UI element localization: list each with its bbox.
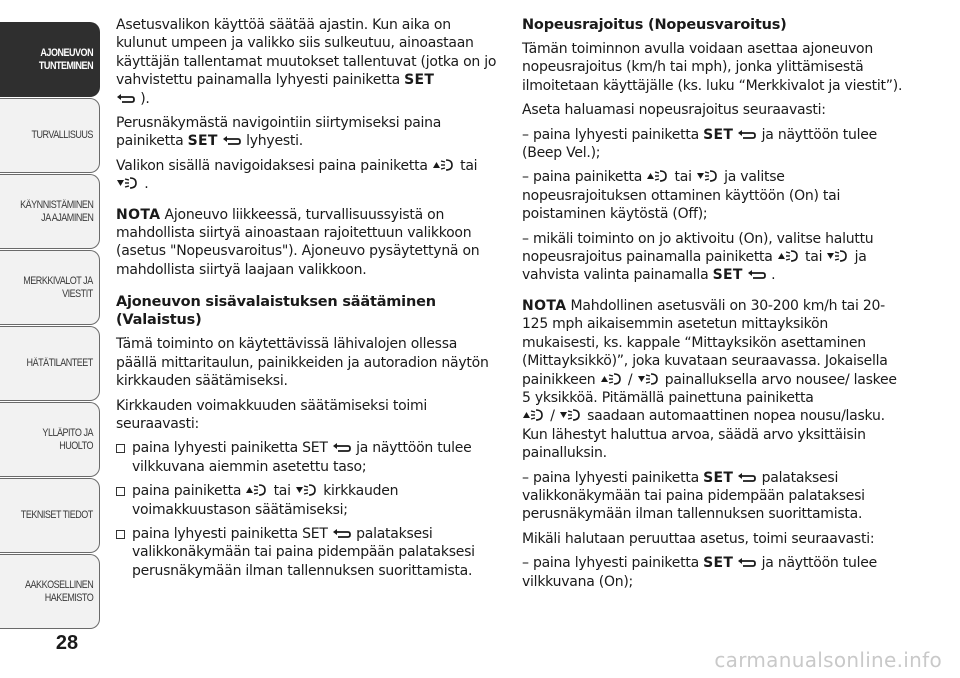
set-return-arrow-icon — [737, 557, 757, 569]
up-sun-icon — [245, 483, 269, 497]
down-sun-icon — [826, 249, 850, 263]
tab-label: AJONEUVON TUNTEMINEN — [38, 46, 93, 72]
step-select-limit: – mikäli toiminto on jo aktivoitu (On), valitse haluttu nopeusrajoitus painamalla painiketta tai ja vahvista valinta painamalla SET . — [522, 230, 874, 284]
note-label: NOTA — [116, 206, 161, 223]
tab-label: TURVALLISUUS — [31, 129, 93, 141]
set-label: SET — [712, 267, 743, 284]
list-item: paina lyhyesti painiketta SET palataksesi valikkonäkymään tai paina pidempään palataksesi perusnäkymään ilman tallennuksen suorittamista. — [116, 525, 500, 580]
down-sun-icon — [637, 372, 661, 386]
tab-label: MERKKIVALOT JA VIESTIT — [23, 274, 93, 300]
note-range: NOTA Mahdollinen asetusväli on 30-200 km/h tai 20-125 mph aikaisemmin asetetun mittayksikön mukaisesti, ks. kappale “Mittayksikön asettaminen (Mittayksikkö)”, joka kuvataan seuraavassa. Jokaisella painikkeen / painalluksella arvo nousee/ laskee 5 yksikköä. Pitämällä painettuna painiketta / saadaan automaattinen nopea nousu/lasku. Kun lähestyt haluttua arvoa, säädä arvo yksittäisin painalluksin. — [522, 297, 897, 462]
down-sun-icon — [116, 176, 140, 190]
paragraph-speed-intro: Tämän toiminnon avulla voidaan asettaa ajoneuvon nopeusrajoitus (km/h tai mph), jonka ylittämisestä ilmoitetaan käyttäjälle (ks. luku “Merkkivalot ja viestit”). — [522, 41, 903, 94]
up-sun-icon — [432, 158, 456, 172]
set-label: SET — [703, 555, 734, 572]
tab-label: AAKKOSELLINEN HAKEMISTO — [24, 578, 93, 604]
down-sun-icon — [696, 169, 720, 183]
step-toggle-on-off: – paina painiketta tai ja valitse nopeusrajoituksen ottaminen käyttöön (On) tai poistaminen käytöstä (Off); — [522, 169, 841, 223]
set-label: SET — [703, 469, 734, 486]
up-sun-icon — [777, 249, 801, 263]
set-return-arrow-icon — [737, 472, 757, 484]
page-number: 28 — [55, 632, 79, 654]
down-sun-icon — [295, 483, 319, 497]
tab-hakemisto[interactable] — [0, 554, 100, 629]
tab-merkkivalot[interactable] — [0, 250, 100, 325]
section-heading-speed-limit: Nopeusrajoitus (Nopeusvaroitus) — [522, 17, 787, 33]
paragraph-navigation: Perusnäkymästä navigointiin siirtymiseksi paina painiketta SET lyhyesti. — [116, 115, 442, 150]
tab-label: TEKNISET TIEDOT — [21, 509, 93, 521]
paragraph-speed-steps: Aseta haluamasi nopeusrajoitus seuraavasti: — [522, 102, 826, 119]
set-return-arrow-icon — [116, 93, 136, 105]
set-return-arrow-icon — [222, 135, 242, 147]
set-label: SET — [703, 126, 734, 143]
set-label: SET — [404, 72, 435, 89]
tab-turvallisuus[interactable] — [0, 98, 100, 173]
paragraph-lighting-intro: Tämä toiminto on käytettävissä lähivalojen ollessa päällä mittaritaulun, painikkeiden ja autoradion näytön kirkkauden säätämiseksi. — [116, 336, 489, 390]
set-label: SET — [187, 133, 218, 150]
tab-label: KÄYNNISTÄMINEN JA AJAMINEN — [19, 198, 93, 224]
down-sun-icon — [559, 408, 583, 422]
paragraph-brightness-steps: Kirkkauden voimakkuuden säätämiseksi toimi seuraavasti: — [116, 397, 428, 432]
paragraph-timer: Asetusvalikon käyttöä säätää ajastin. Kun aika on kulunut umpeen ja valikko siis sulkeutuu, ainoastaan käyttäjän tallentamat muutokset tallentuvat (jotka on jo vahvistettu painamalla lyhyesti painiketta SET ). — [116, 17, 497, 107]
tab-tekniset-tiedot[interactable] — [0, 478, 100, 553]
set-return-arrow-icon — [332, 528, 352, 540]
paragraph-cancel: Mikäli halutaan peruuttaa asetus, toimi seuraavasti: — [522, 530, 875, 547]
step-press-set: – paina lyhyesti painiketta SET ja näyttöön tulee (Beep Vel.); — [522, 126, 877, 162]
tab-kaynnistaminen[interactable] — [0, 174, 100, 249]
set-return-arrow-icon — [747, 269, 767, 281]
step-cancel-press-set: – paina lyhyesti painiketta SET ja näyttöön tulee vilkkuvana (On); — [522, 555, 877, 590]
up-sun-icon — [522, 408, 546, 422]
note-restricted-menu: NOTA Ajoneuvo liikkeessä, turvallisuussyistä on mahdollista siirtyä ainoastaan rajoitettuun valikkoon (asetus "Nopeusvaroitus"). Ajoneuvo pysäytettynä on mahdollista siirtyä laajaan valikkoon. — [116, 206, 480, 278]
up-sun-icon — [646, 169, 670, 183]
paragraph-menu-navigation: Valikon sisällä navigoidaksesi paina painiketta tai . — [116, 157, 478, 193]
note-label: NOTA — [522, 297, 567, 314]
step-return: – paina lyhyesti painiketta SET palataksesi valikkonäkymään tai paina pidempään palataksesi perusnäkymään ilman tallennuksen suorittamista. — [522, 469, 865, 523]
up-sun-icon — [600, 372, 624, 386]
watermark: carmanualsonline.info — [714, 648, 942, 672]
tab-ajoneuvon-tunteminen[interactable] — [0, 22, 100, 97]
right-column — [522, 16, 908, 597]
list-item: paina lyhyesti painiketta SET ja näyttöön tulee vilkkuvana aiemmin asetettu taso; — [116, 439, 500, 476]
section-heading-lighting: Ajoneuvon sisävalaistuksen säätäminen (Valaistus) — [116, 294, 436, 329]
list-item: paina painiketta tai kirkkauden voimakkuustason säätämiseksi; — [116, 482, 500, 519]
tab-label: YLLÄPITO JA HUOLTO — [42, 426, 93, 452]
left-column — [116, 16, 500, 586]
tab-label: HÄTÄTILANTEET — [26, 357, 93, 369]
tab-hatatilanteet[interactable] — [0, 326, 100, 401]
set-return-arrow-icon — [332, 442, 352, 454]
set-return-arrow-icon — [737, 129, 757, 141]
tab-yllapito[interactable] — [0, 402, 100, 477]
